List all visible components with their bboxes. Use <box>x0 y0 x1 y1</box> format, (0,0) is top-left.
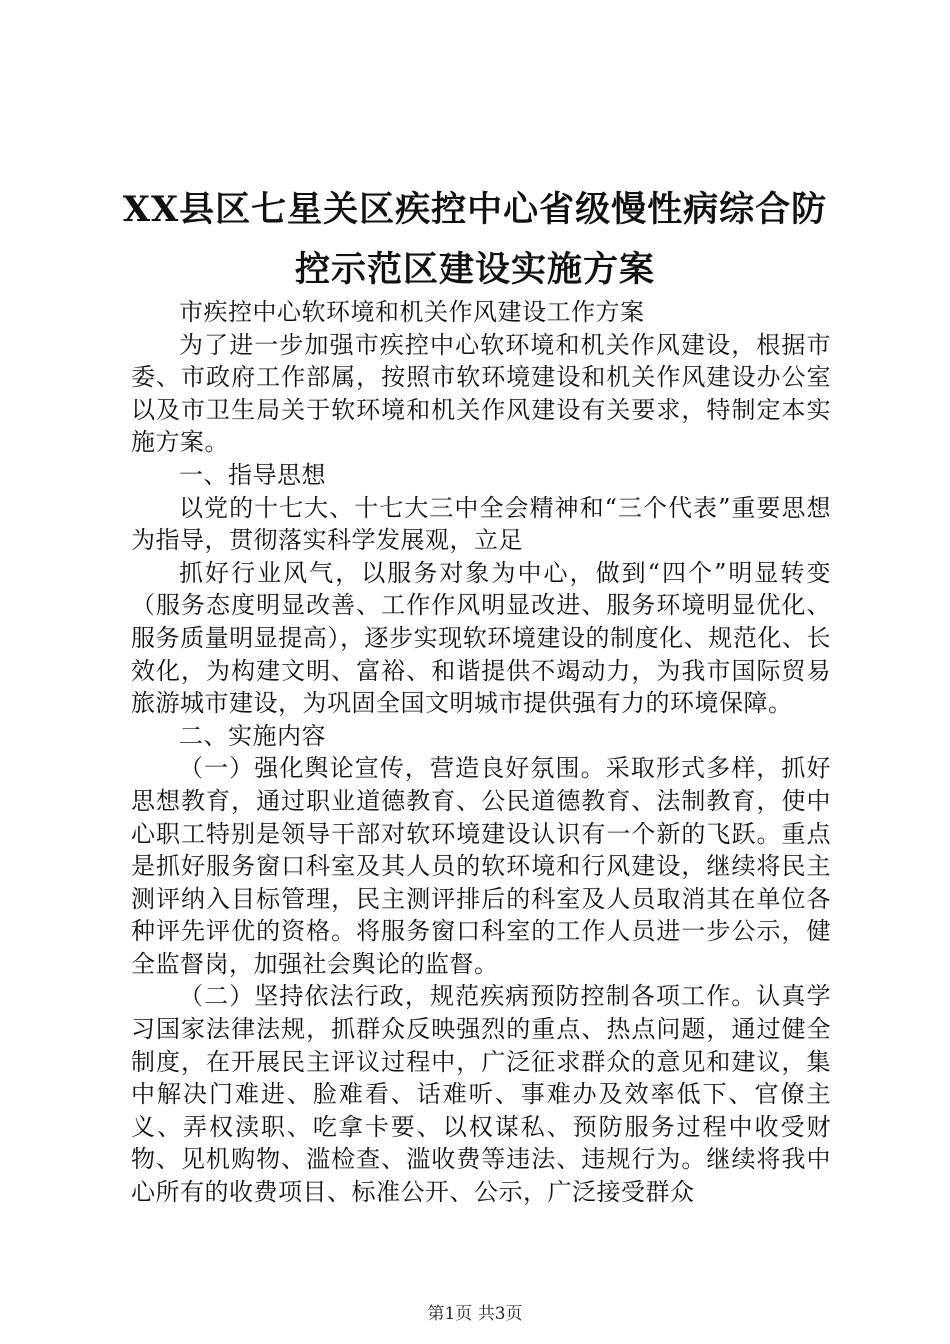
paragraph-intro: 为了进一步加强市疾控中心软环境和机关作风建设，根据市委、市政府工作部属，按照市软环境建设和机关作风建设办公室以及市卫生局关于软环境和机关作风建设有关要求，特制定本实施方案。 <box>131 330 831 457</box>
section-heading-implementation: 二、实施内容 <box>179 721 326 750</box>
paragraph-guiding-thought: 以党的十七大、十七大三中全会精神和“三个代表”重要思想为指导，贯彻落实科学发展观，立足 <box>131 493 831 555</box>
paragraph-item-one: （一）强化舆论宣传，营造良好氛围。采取形式多样，抓好思想教育，通过职业道德教育、公民道德教育、法制教育，使中心职工特别是领导干部对软环境建设认识有一个新的飞跃。重点是抓好服务窗口科室及其人员的软环境和行风建设，继续将民主测评纳入目标管理，民主测评排后的科室及人员取消其在单位各种评先评优的资格。将服务窗口科室的工作人员进一步公示，健全监督岗，加强社会舆论的监督。 <box>131 754 831 978</box>
paragraph-subtitle: 市疾控中心软环境和机关作风建设工作方案 <box>179 298 645 326</box>
paragraph-industry-style: 抓好行业风气，以服务对象为中心，做到“四个”明显转变（服务态度明显改善、工作作风明显改进、服务环境明显优化、服务质量明显提高），逐步实现软环境建设的制度化、规范化、长效化，为构建文明、富裕、和谐提供不竭动力，为我市国际贸易旅游城市建设，为巩固全国文明城市提供强有力的环境保障。 <box>131 558 831 718</box>
document-title-line-1: XX县区七星关区疾控中心省级慢性病综合防 <box>122 189 828 230</box>
document-title-line-2: 控示范区建设实施方案 <box>294 249 655 290</box>
section-heading-guiding-thought: 一、指导思想 <box>179 460 326 489</box>
document-body <box>131 296 831 1209</box>
page-footer: 第1页 共3页 <box>427 1304 523 1324</box>
paragraph-item-two: （二）坚持依法行政，规范疾病预防控制各项工作。认真学习国家法律法规，抓群众反映强烈的重点、热点问题，通过健全制度，在开展民主评议过程中，广泛征求群众的意见和建议，集中解决门难进、脸难看、话难听、事难办及效率低下、官僚主义、弄权渎职、吃拿卡要、以权谋私、预防服务过程中收受财物、见机购物、滥检查、滥收费等违法、违规行为。继续将我中心所有的收费项目、标准公开、公示，广泛接受群众 <box>131 982 831 1207</box>
